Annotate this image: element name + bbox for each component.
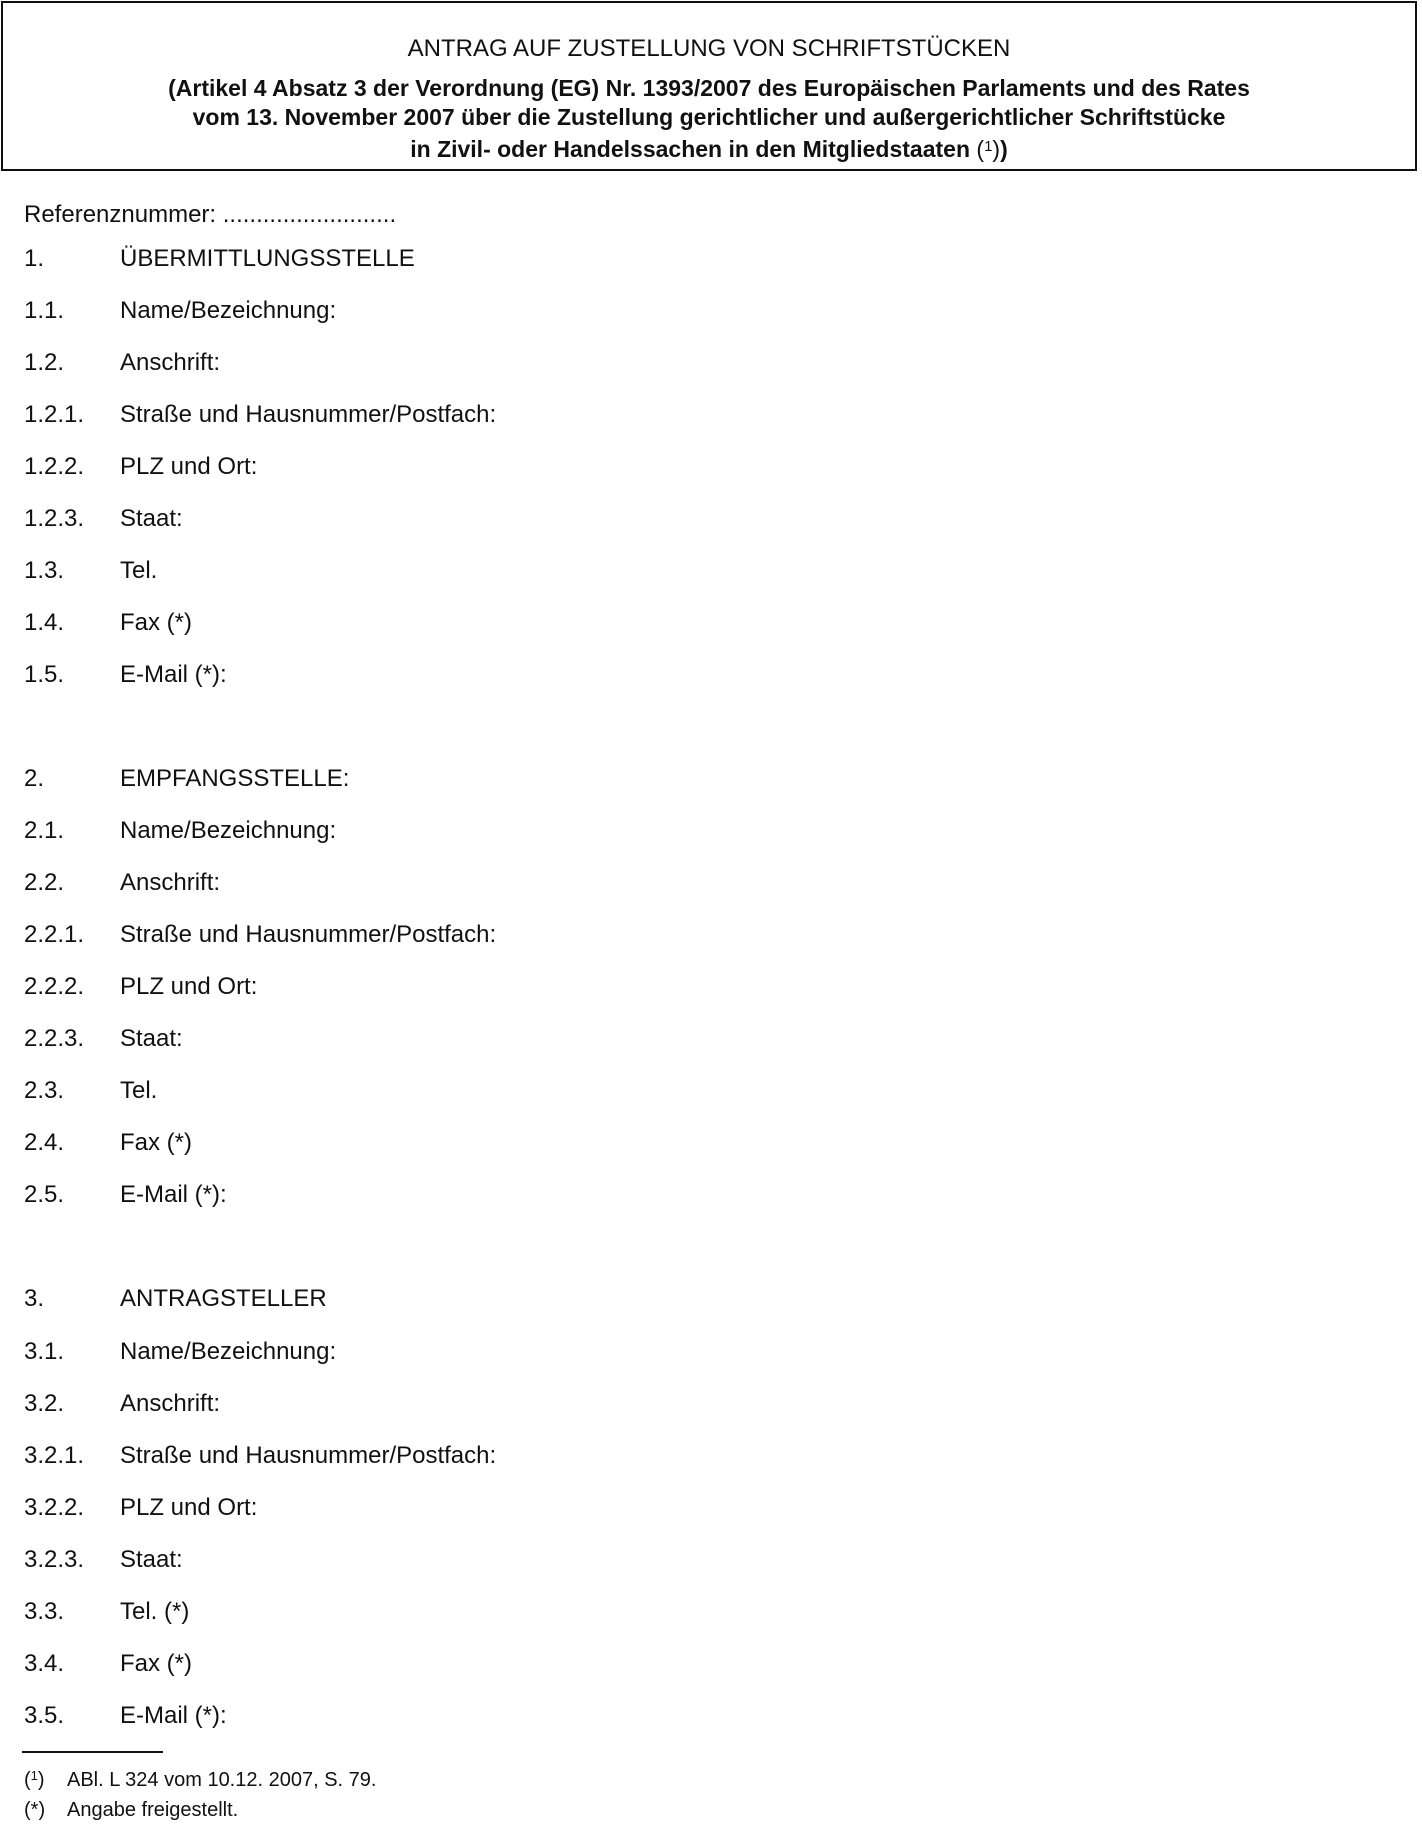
section-heading: 1. ÜBERMITTLUNGSSTELLE — [24, 245, 415, 272]
form-field-label: 1.4. Fax (*) — [24, 609, 192, 636]
legal-basis-line-2: vom 13. November 2007 über die Zustellung gerichtlicher und außergerichtlicher Schriftstücke — [192, 104, 1226, 130]
footnote: ($^1$) ABl. L 324 vom 10.12. 2007, S. 79. — [24, 1768, 377, 1791]
form-field-label: 3.2.1. Straße und Hausnummer/Postfach: — [24, 1442, 497, 1469]
legal-basis-line-3: in Zivil- oder Handelssachen in den Mitgliedstaaten ($^1$)) — [410, 136, 1008, 162]
legal-basis-line-1: (Artikel 4 Absatz 3 der Verordnung (EG) Nr. 1393/2007 des Europäischen Parlaments und des Rates — [168, 75, 1250, 101]
form-header-box — [1, 1, 1417, 171]
form-field-label: 1.2.1. Straße und Hausnummer/Postfach: — [24, 401, 497, 428]
form-field-label: 1.1. Name/Bezeichnung: — [24, 297, 337, 324]
form-field-label: 2.5. E-Mail (*): — [24, 1181, 227, 1208]
form-field-label: 1.2.2. PLZ und Ort: — [24, 453, 258, 480]
form-field-label: 3.2.3. Staat: — [24, 1546, 183, 1573]
form-title: ANTRAG AUF ZUSTELLUNG VON SCHRIFTSTÜCKEN — [407, 35, 1011, 62]
form-field-label: 1.5. E-Mail (*): — [24, 661, 227, 688]
form-field-label: 1.2. Anschrift: — [24, 349, 221, 376]
footnote-reference: 1 — [984, 138, 993, 155]
form-field-label: 1.2.3. Staat: — [24, 505, 183, 532]
form-field-label: 2.2.2. PLZ und Ort: — [24, 973, 258, 1000]
form-field-label: 3.2. Anschrift: — [24, 1390, 221, 1417]
section-heading: 3. ANTRAGSTELLER — [24, 1285, 327, 1312]
form-field-label: 3.3. Tel. (*) — [24, 1598, 190, 1625]
reference-number: Referenznummer: .......................... — [24, 201, 397, 228]
form-field-label: 3.4. Fax (*) — [24, 1650, 192, 1677]
form-field-label: 1.3. Tel. — [24, 557, 158, 584]
footnote: (*) Angabe freigestellt. — [24, 1799, 239, 1821]
form-field-label: 2.1. Name/Bezeichnung: — [24, 817, 337, 844]
form-field-label: 3.1. Name/Bezeichnung: — [24, 1338, 337, 1365]
section-heading: 2. EMPFANGSSTELLE: — [24, 765, 350, 792]
form-legal-basis — [3, 74, 1415, 164]
form-field-label: 2.2.1. Straße und Hausnummer/Postfach: — [24, 921, 497, 948]
form-field-label: 3.2.2. PLZ und Ort: — [24, 1494, 258, 1521]
footnote-separator — [22, 1751, 163, 1753]
form-field-label: 2.2.3. Staat: — [24, 1025, 183, 1052]
form-field-label: 2.3. Tel. — [24, 1077, 158, 1104]
form-field-label: 3.5. E-Mail (*): — [24, 1702, 227, 1729]
form-field-label: 2.2. Anschrift: — [24, 869, 221, 896]
form-field-label: 2.4. Fax (*) — [24, 1129, 192, 1156]
